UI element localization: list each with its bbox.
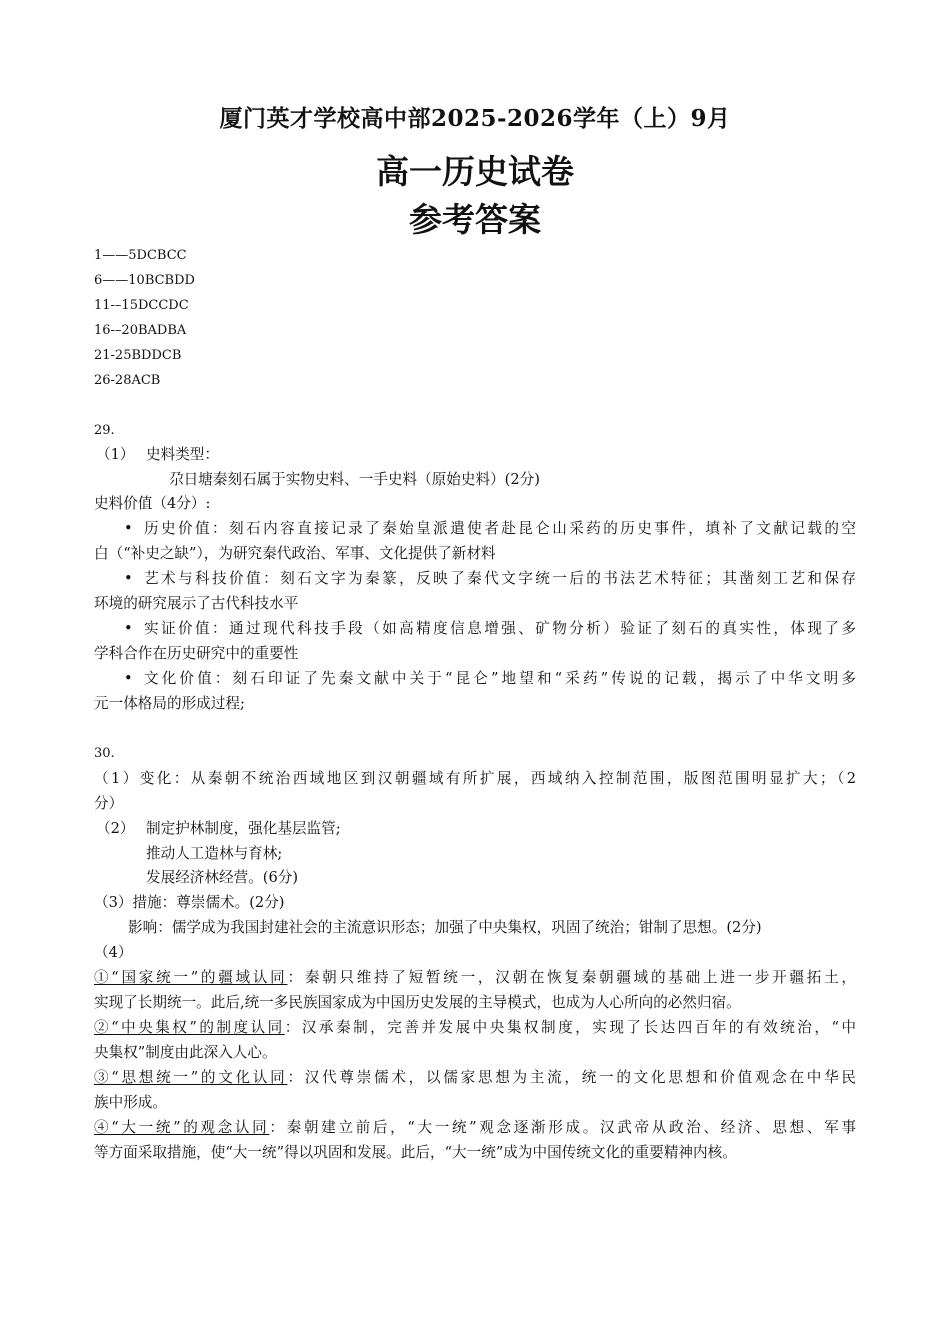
q29-evidence-value: 实证价值：通过现代科技手段（如高精度信息增强、矿物分析）验证了刻石的真实性，体现了多 (144, 620, 856, 637)
school-title: 厦门英才学校高中部2025-2026学年（上）9月 (219, 105, 731, 132)
q30-part3-measure: （3）措施：尊崇儒术。(2分) (94, 894, 285, 911)
q30-part1: （1）变化：从秦朝不统治西域地区到汉朝疆域有所扩展，西域纳入控制范围，版图范围明显扩大；（2 (94, 770, 856, 787)
answer-line: 6——10BCBDD (94, 273, 195, 288)
q30-identity-territory-cont: 实现了长期统一。此后,统一多民族国家成为中国历史发展的主导模式，也成为人心所向的必然归宿。 (94, 994, 741, 1011)
q29-source-type: 尕日塘秦刻石属于实物史料、一手史料（原始史料）(2分) (169, 471, 540, 488)
answer-line: 16-–20BADBA (94, 323, 187, 338)
q29-historical-value: 历史价值：刻石内容直接记录了秦始皇派遣使者赴昆仑山采药的历史事件，填补了文献记载的空 (144, 520, 856, 537)
question-30-number: 30. (94, 746, 115, 761)
q30-identity-system (94, 1018, 856, 1038)
q29-art-value-cont: 环境的研究展示了古代科技水平 (94, 595, 299, 612)
q30-part2-item: 推动人工造林与育林; (146, 845, 283, 862)
q30-identity-unity (94, 1118, 856, 1138)
q30-part4-label: （4） (94, 944, 133, 961)
q30-part2-label: （2） (96, 820, 135, 837)
q30-identity-unity-head: ④“大一统”的观念认同 (94, 1119, 270, 1136)
q30-identity-culture-head: ③“思想统一”的文化认同 (94, 1069, 288, 1086)
question-29-number: 29. (94, 423, 115, 438)
q30-identity-culture (94, 1068, 856, 1088)
q30-part2-item: 发展经济林经营。(6分) (146, 869, 299, 886)
bullet-icon: • (124, 670, 133, 687)
q29-value-heading: 史料价值（4分）: (94, 495, 211, 512)
bullet-icon: • (124, 520, 133, 537)
q30-identity-system-cont: 央集权”制度由此深入人心。 (94, 1044, 277, 1061)
q30-part1-cont: 分） (94, 795, 124, 812)
q29-historical-value-cont: 白（“补史之缺”），为研究秦代政治、军事、文化提供了新材料 (94, 545, 496, 562)
q29-cultural-value: 文化价值：刻石印证了先秦文献中关于“昆仑”地望和“采药”传说的记载，揭示了中华文明多 (144, 670, 856, 687)
q29-evidence-value-cont: 学科合作在历史研究中的重要性 (94, 645, 299, 662)
bullet-icon: • (124, 570, 133, 587)
q29-part1-title: 史料类型： (146, 446, 219, 463)
q30-identity-territory (94, 968, 856, 988)
q30-identity-culture-text: ：汉代尊崇儒术，以儒家思想为主流，统一的文化思想和价值观念在中华民 (287, 1069, 856, 1086)
answer-line: 21-25BDDCB (94, 348, 182, 363)
answer-key-title: 参考答案 (409, 200, 541, 239)
q29-art-value: 艺术与科技价值：刻石文字为秦篆，反映了秦代文字统一后的书法艺术特征；其凿刻工艺和保存 (144, 570, 856, 587)
answer-line: 1——5DCBCC (94, 248, 187, 263)
q30-identity-system-text: ：汉承秦制，完善并发展中央集权制度，实现了长达四百年的有效统治，“中 (284, 1019, 856, 1036)
bullet-icon: • (124, 620, 133, 637)
q30-part3-impact: 影响：儒学成为我国封建社会的主流意识形态；加强了中央集权，巩固了统治；钳制了思想。(2分) (128, 919, 762, 936)
q30-identity-culture-cont: 族中形成。 (94, 1094, 167, 1111)
answer-line: 11-–15DCCDC (94, 298, 189, 313)
q30-identity-unity-cont: 等方面采取措施，使“大一统”得以巩固和发展。此后，“大一统”成为中国传统文化的重要精神内核。 (94, 1144, 737, 1161)
q29-cultural-value-cont: 元一体格局的形成过程; (94, 695, 245, 712)
q30-identity-system-head: ②“中央集权”的制度认同 (94, 1019, 285, 1036)
q30-part2-item: 制定护林制度，强化基层监管; (146, 820, 341, 837)
q30-identity-territory-text: ：秦朝只维持了短暂统一，汉朝在恢复秦朝疆域的基础上进一步开疆拓土， (287, 969, 856, 986)
exam-title: 高一历史试卷 (376, 152, 574, 191)
q29-part1-label: （1） (96, 446, 135, 463)
answer-line: 26-28ACB (94, 373, 161, 388)
q30-identity-unity-text: ：秦朝建立前后，“大一统”观念逐渐形成。汉武帝从政治、经济、思想、军事 (269, 1119, 856, 1136)
q30-identity-territory-head: ①“国家统一”的疆域认同 (94, 969, 288, 986)
